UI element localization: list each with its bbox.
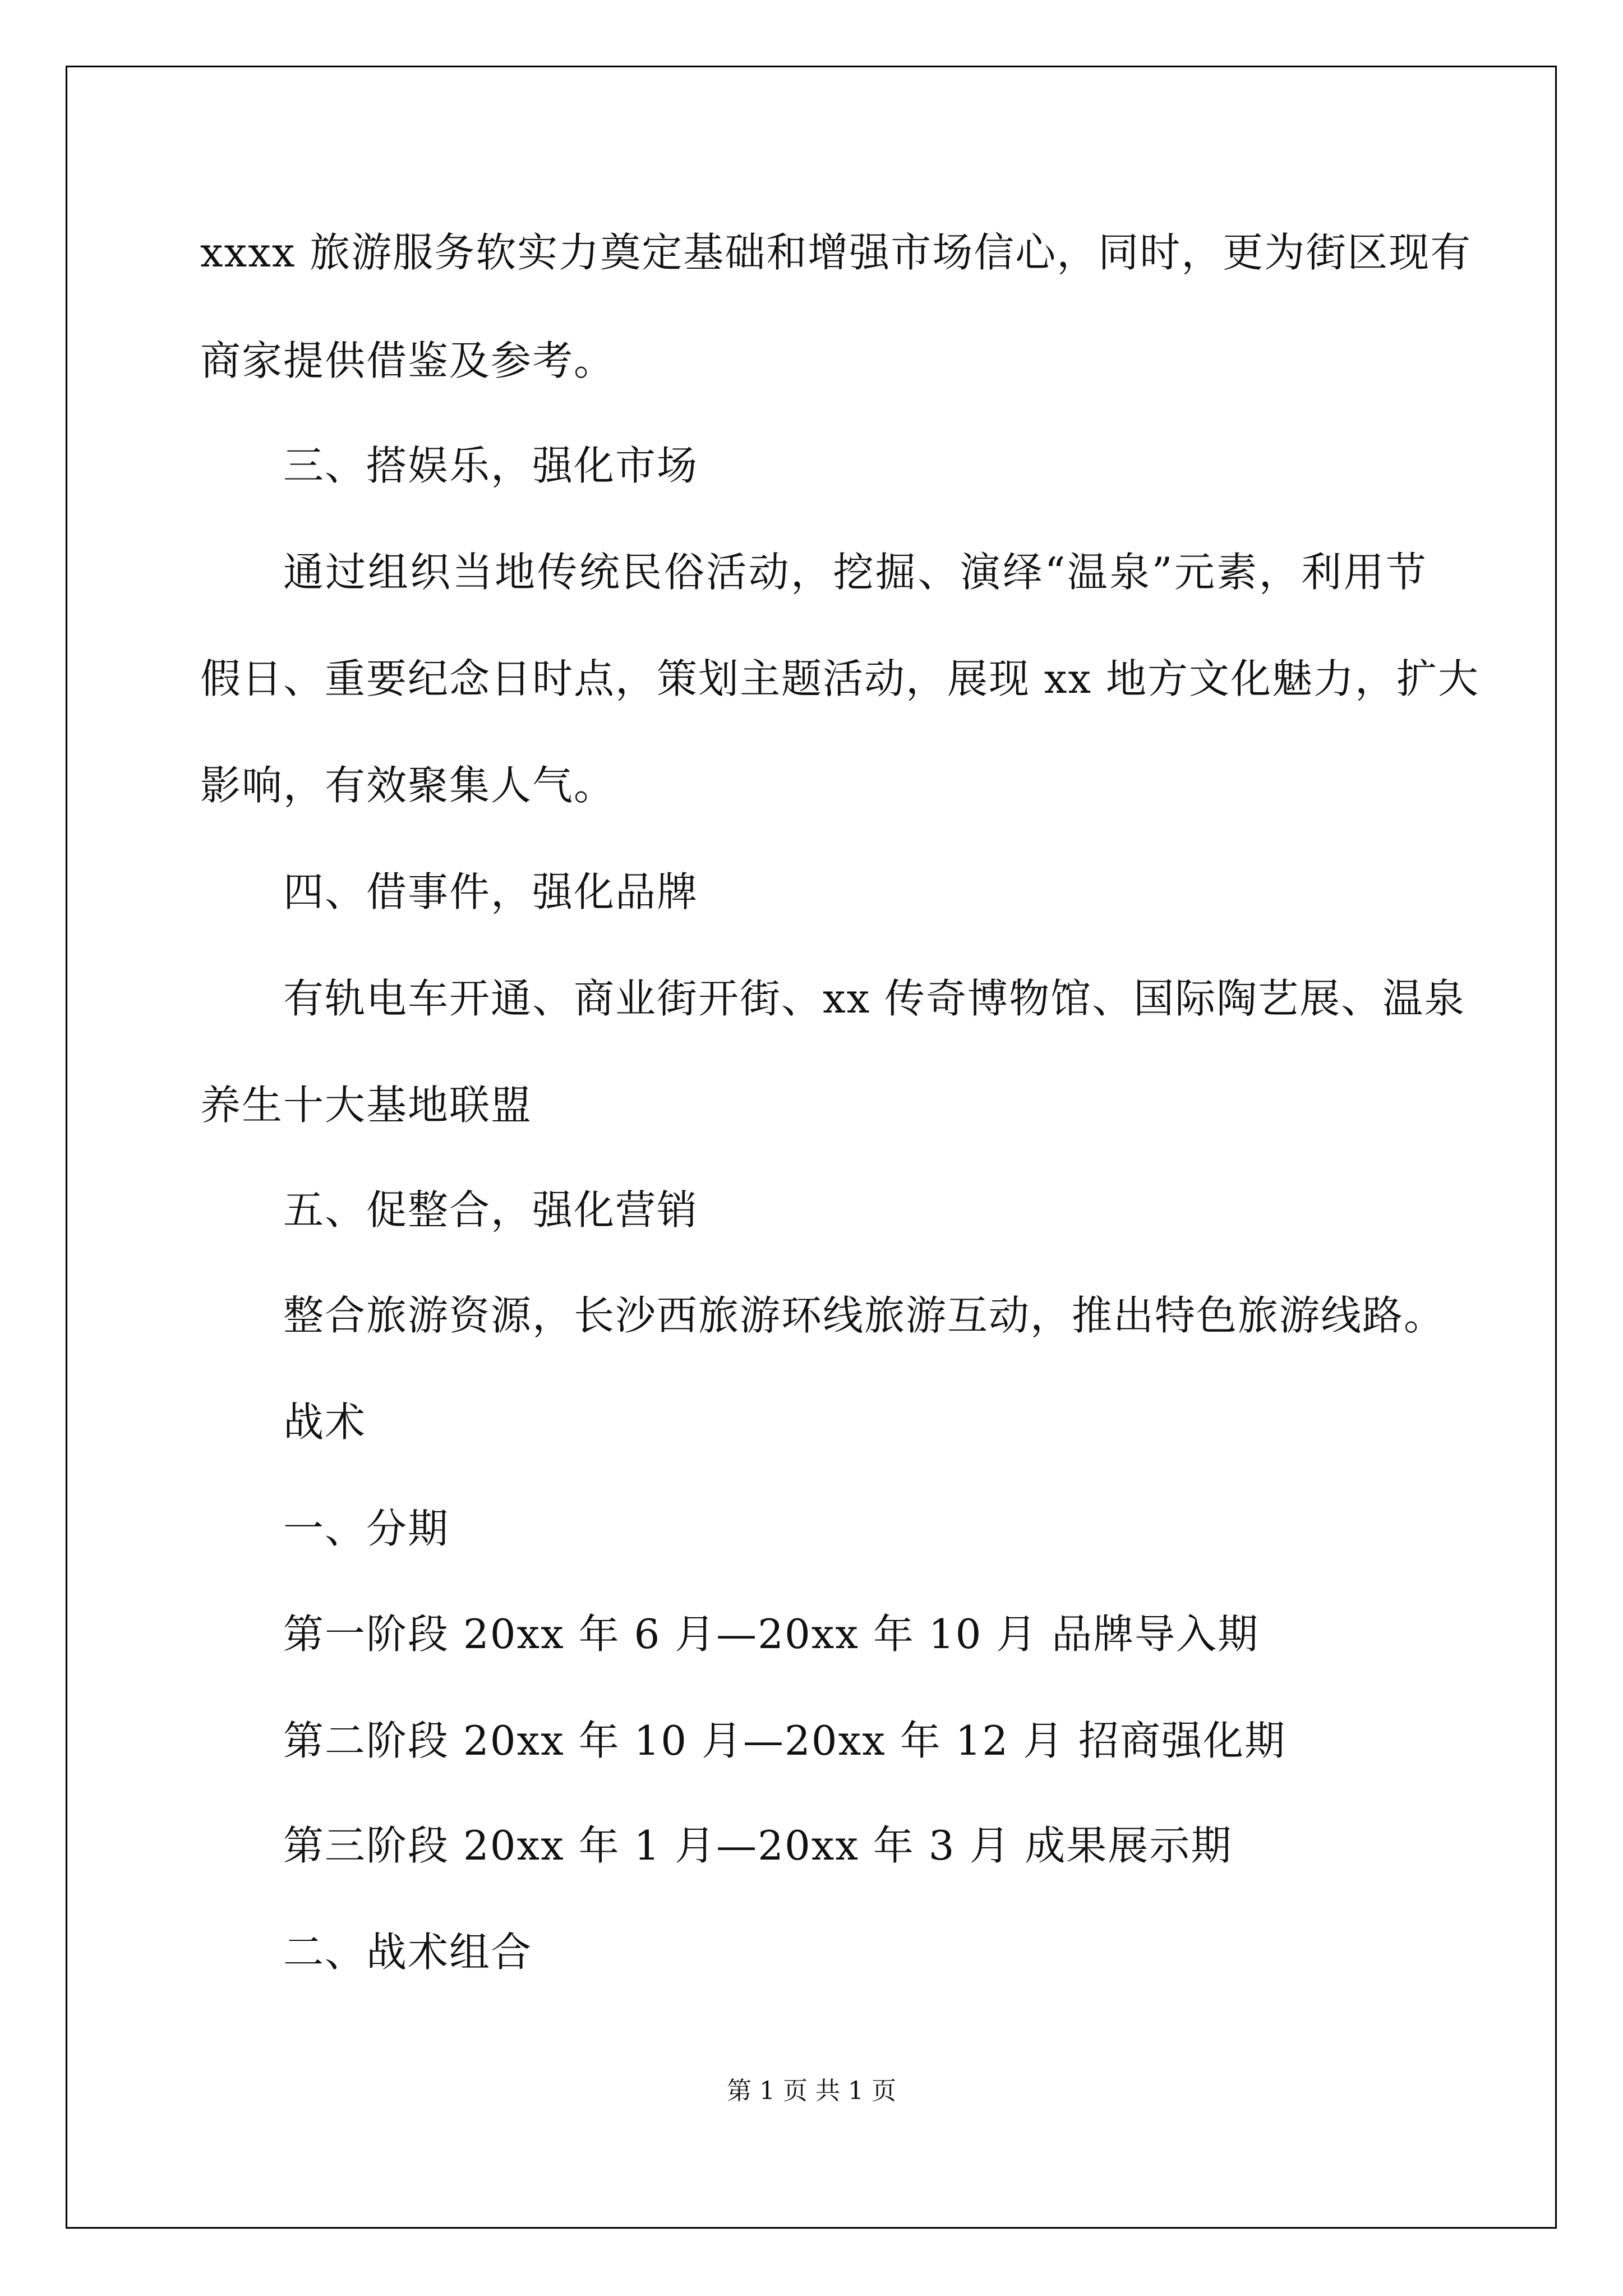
phase-line: 第三阶段 20xx 年 1 月—20xx 年 3 月 成果展示期 [283, 1822, 1233, 1869]
section-heading: 二、战术组合 [283, 1929, 533, 1976]
paragraph-line: 养生十大基地联盟 [200, 1082, 533, 1129]
section-heading: 一、分期 [283, 1505, 450, 1552]
section-heading: 四、借事件，强化品牌 [283, 868, 699, 915]
phase-line: 第一阶段 20xx 年 6 月—20xx 年 10 月 品牌导入期 [283, 1611, 1260, 1658]
section-heading: 五、促整合，强化营销 [283, 1186, 699, 1234]
paragraph-line: 影响，有效聚集人气。 [200, 762, 616, 809]
paragraph-line: xxxx 旅游服务软实力奠定基础和增强市场信心，同时，更为街区现有 [200, 229, 1472, 276]
paragraph-line: 有轨电车开通、商业街开街、xx 传奇博物馆、国际陶艺展、温泉 [283, 975, 1466, 1022]
section-heading: 三、搭娱乐，强化市场 [283, 442, 699, 489]
paragraph-line: 通过组织当地传统民俗活动，挖掘、演绎“温泉”元素，利用节 [283, 549, 1427, 596]
phase-line: 第二阶段 20xx 年 10 月—20xx 年 12 月 招商强化期 [283, 1717, 1286, 1764]
paragraph-line: 整合旅游资源，长沙西旅游环线旅游互动，推出特色旅游线路。 [283, 1292, 1446, 1339]
paragraph-line: 商家提供借鉴及参考。 [200, 337, 616, 384]
page-border [66, 66, 1557, 2229]
section-heading: 战术 [283, 1398, 367, 1446]
paragraph-line: 假日、重要纪念日时点，策划主题活动，展现 xx 地方文化魅力，扩大 [200, 655, 1479, 702]
page-footer: 第 1 页 共 1 页 [727, 2077, 896, 2105]
